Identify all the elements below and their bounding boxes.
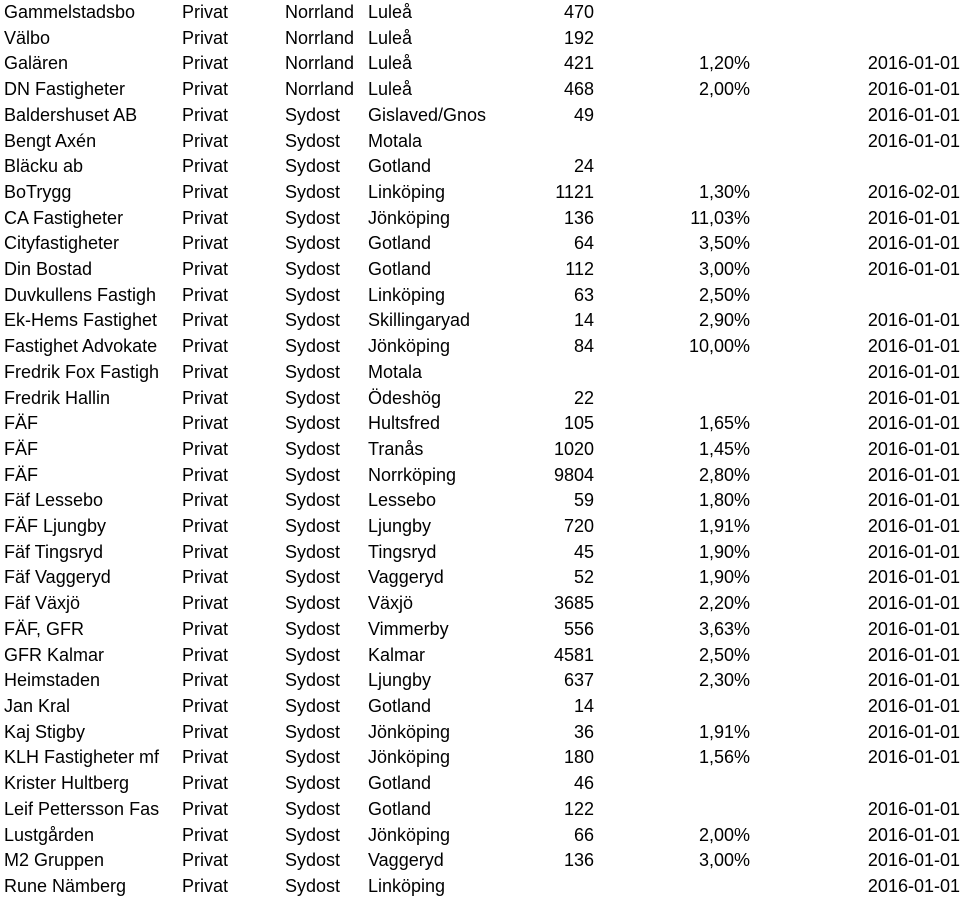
municipality-cell[interactable]: Tingsryd <box>368 541 437 562</box>
municipality-cell[interactable]: Linköping <box>368 181 446 202</box>
units-cell[interactable]: 84 <box>573 336 594 357</box>
table-row <box>0 154 960 180</box>
owner-name-cell[interactable]: Välbo <box>4 27 51 48</box>
percent-cell[interactable] <box>597 694 751 720</box>
percent-cell[interactable]: 2,30% <box>698 670 750 691</box>
table-row <box>0 283 960 309</box>
date-cell[interactable]: 2016-01-01 <box>867 490 960 511</box>
region-cell[interactable]: Norrland <box>285 2 355 22</box>
units-cell[interactable]: 3685 <box>553 593 594 614</box>
table-row <box>0 257 960 283</box>
region-cell[interactable]: Sydost <box>285 310 341 331</box>
percent-cell[interactable]: 1,56% <box>698 747 750 768</box>
owner-type-cell[interactable]: Privat <box>182 53 229 74</box>
table-row <box>0 771 960 797</box>
municipality-cell[interactable]: Vaggeryd <box>368 567 444 588</box>
table-row <box>0 308 960 334</box>
date-cell[interactable]: 2016-01-01 <box>867 130 960 151</box>
owner-name-cell[interactable]: GFR Kalmar <box>4 644 105 665</box>
table-row <box>0 77 960 103</box>
owner-name-cell[interactable]: Baldershuset AB <box>4 104 138 125</box>
region-cell[interactable]: Sydost <box>285 438 341 459</box>
units-cell[interactable]: 14 <box>573 695 594 716</box>
owner-name-cell[interactable]: Fäf Tingsryd <box>4 541 104 562</box>
percent-cell[interactable] <box>597 0 751 26</box>
owner-type-cell[interactable]: Privat <box>182 233 229 254</box>
date-cell[interactable] <box>751 154 960 180</box>
percent-cell[interactable]: 1,90% <box>698 567 750 588</box>
table-row <box>0 129 960 155</box>
table-row <box>0 206 960 232</box>
region-cell[interactable]: Sydost <box>285 618 341 639</box>
region-cell[interactable]: Sydost <box>285 670 341 691</box>
units-cell[interactable]: 24 <box>573 156 594 177</box>
percent-cell[interactable] <box>597 26 751 52</box>
municipality-cell[interactable]: Norrköping <box>368 464 457 485</box>
date-cell[interactable]: 2016-01-01 <box>867 464 960 485</box>
units-cell[interactable]: 46 <box>573 773 594 794</box>
region-cell[interactable]: Sydost <box>285 824 341 845</box>
region-cell[interactable]: Sydost <box>285 336 341 357</box>
date-cell[interactable] <box>751 283 960 309</box>
owner-type-cell[interactable]: Privat <box>182 181 229 202</box>
municipality-cell[interactable]: Luleå <box>368 2 413 22</box>
percent-cell[interactable]: 1,45% <box>698 438 750 459</box>
units-cell[interactable]: 36 <box>573 721 594 742</box>
percent-cell[interactable] <box>597 103 751 129</box>
owner-name-cell[interactable]: Gammelstadsbo <box>4 2 136 22</box>
percent-cell[interactable]: 2,00% <box>698 79 750 100</box>
units-cell[interactable]: 45 <box>573 541 594 562</box>
units-cell[interactable]: 136 <box>563 207 594 228</box>
units-cell[interactable]: 66 <box>573 824 594 845</box>
owner-name-cell[interactable]: M2 Gruppen <box>4 850 105 871</box>
owner-name-cell[interactable]: Krister Hultberg <box>4 773 130 794</box>
region-cell[interactable]: Sydost <box>285 259 341 280</box>
date-cell[interactable]: 2016-01-01 <box>867 438 960 459</box>
percent-cell[interactable]: 3,50% <box>698 233 750 254</box>
table-row <box>0 386 960 412</box>
region-cell[interactable]: Sydost <box>285 850 341 871</box>
municipality-cell[interactable]: Ljungby <box>368 670 432 691</box>
owner-name-cell[interactable]: DN Fastigheter <box>4 79 126 100</box>
owner-name-cell[interactable]: CA Fastigheter <box>4 207 124 228</box>
municipality-cell[interactable]: Hultsfred <box>368 413 441 434</box>
municipality-cell[interactable]: Jönköping <box>368 747 451 768</box>
units-cell[interactable]: 136 <box>563 850 594 871</box>
municipality-cell[interactable]: Jönköping <box>368 336 451 357</box>
owner-name-cell[interactable]: FÄF, GFR <box>4 618 84 639</box>
owner-type-cell[interactable]: Privat <box>182 541 229 562</box>
date-cell[interactable]: 2016-01-01 <box>867 516 960 537</box>
municipality-cell[interactable]: Gotland <box>368 695 432 716</box>
region-cell[interactable]: Sydost <box>285 207 341 228</box>
units-cell[interactable]: 105 <box>563 413 594 434</box>
percent-cell[interactable]: 3,63% <box>698 618 750 639</box>
table-row <box>0 565 960 591</box>
municipality-cell[interactable]: Linköping <box>368 875 446 896</box>
owner-name-cell[interactable]: Cityfastigheter <box>4 233 120 254</box>
date-cell[interactable]: 2016-01-01 <box>867 644 960 665</box>
owner-name-cell[interactable]: Jan Kral <box>4 695 71 716</box>
table-row <box>0 823 960 849</box>
owner-type-cell[interactable]: Privat <box>182 464 229 485</box>
municipality-cell[interactable]: Jönköping <box>368 721 451 742</box>
date-cell[interactable]: 2016-01-01 <box>867 850 960 871</box>
municipality-cell[interactable]: Motala <box>368 361 423 382</box>
municipality-cell[interactable]: Luleå <box>368 53 413 74</box>
percent-cell[interactable] <box>597 154 751 180</box>
units-cell[interactable]: 49 <box>573 104 594 125</box>
region-cell[interactable]: Sydost <box>285 361 341 382</box>
units-cell[interactable]: 122 <box>563 798 594 819</box>
table-row <box>0 514 960 540</box>
units-cell[interactable]: 112 <box>565 259 594 280</box>
units-cell[interactable]: 1121 <box>555 181 594 202</box>
region-cell[interactable]: Sydost <box>285 644 341 665</box>
owner-type-cell[interactable]: Privat <box>182 490 229 511</box>
date-cell[interactable]: 2016-01-01 <box>867 233 960 254</box>
owner-name-cell[interactable]: Fastighet Advokate <box>4 336 158 357</box>
owner-type-cell[interactable]: Privat <box>182 413 229 434</box>
region-cell[interactable]: Sydost <box>285 875 341 896</box>
owner-name-cell[interactable]: Bläcku ab <box>4 156 84 177</box>
units-cell[interactable]: 9804 <box>553 464 594 485</box>
owner-type-cell[interactable]: Privat <box>182 27 229 48</box>
owner-name-cell[interactable]: Fredrik Fox Fastigh <box>4 361 160 382</box>
municipality-cell[interactable]: Luleå <box>368 79 413 100</box>
owner-type-cell[interactable]: Privat <box>182 824 229 845</box>
percent-cell[interactable]: 1,90% <box>698 541 750 562</box>
date-cell[interactable]: 2016-01-01 <box>867 387 960 408</box>
region-cell[interactable]: Sydost <box>285 773 341 794</box>
percent-cell[interactable]: 11,03% <box>690 207 750 228</box>
owner-name-cell[interactable]: Kaj Stigby <box>4 721 86 742</box>
owner-name-cell[interactable]: FÄF Ljungby <box>4 516 107 537</box>
percent-cell[interactable]: 3,00% <box>698 259 750 280</box>
region-cell[interactable]: Sydost <box>285 567 341 588</box>
table-row <box>0 26 960 52</box>
percent-cell[interactable]: 1,30% <box>698 181 750 202</box>
owner-name-cell[interactable]: Galären <box>4 53 69 74</box>
date-cell[interactable]: 2016-01-01 <box>867 567 960 588</box>
owner-type-cell[interactable]: Privat <box>182 284 229 305</box>
table-row <box>0 720 960 746</box>
owner-type-cell[interactable]: Privat <box>182 156 229 177</box>
region-cell[interactable]: Sydost <box>285 284 341 305</box>
owner-type-cell[interactable]: Privat <box>182 336 229 357</box>
municipality-cell[interactable]: Gotland <box>368 259 432 280</box>
owner-name-cell[interactable]: FÄF <box>4 438 38 459</box>
units-cell[interactable]: 470 <box>563 2 594 22</box>
region-cell[interactable]: Sydost <box>285 413 341 434</box>
percent-cell[interactable]: 10,00% <box>688 336 750 357</box>
table-row <box>0 360 960 386</box>
date-cell[interactable]: 2016-01-01 <box>867 824 960 845</box>
owner-type-cell[interactable]: Privat <box>182 695 229 716</box>
units-cell[interactable]: 637 <box>563 670 594 691</box>
percent-cell[interactable] <box>597 386 751 412</box>
owner-type-cell[interactable]: Privat <box>182 79 229 100</box>
date-cell[interactable]: 2016-01-01 <box>867 79 960 100</box>
percent-cell[interactable] <box>597 874 751 900</box>
table-row <box>0 437 960 463</box>
units-cell[interactable]: 14 <box>573 310 594 331</box>
owner-type-cell[interactable]: Privat <box>182 670 229 691</box>
units-cell[interactable]: 4581 <box>553 644 594 665</box>
units-cell[interactable]: 468 <box>563 79 594 100</box>
municipality-cell[interactable]: Vimmerby <box>368 618 449 639</box>
owner-name-cell[interactable]: Bengt Axén <box>4 130 97 151</box>
table-row <box>0 488 960 514</box>
units-cell[interactable] <box>499 874 597 900</box>
region-cell[interactable]: Sydost <box>285 747 341 768</box>
date-cell[interactable]: 2016-01-01 <box>867 259 960 280</box>
table-row <box>0 797 960 823</box>
owner-type-cell[interactable]: Privat <box>182 850 229 871</box>
owner-type-cell[interactable]: Privat <box>182 721 229 742</box>
owner-type-cell[interactable]: Privat <box>182 875 229 896</box>
owner-name-cell[interactable]: Fäf Växjö <box>4 593 81 614</box>
date-cell[interactable]: 2016-01-01 <box>867 747 960 768</box>
region-cell[interactable]: Sydost <box>285 516 341 537</box>
date-cell[interactable]: 2016-01-01 <box>867 104 960 125</box>
table-row <box>0 0 960 26</box>
owner-name-cell[interactable]: Fredrik Hallin <box>4 387 111 408</box>
municipality-cell[interactable]: Gotland <box>368 233 432 254</box>
owner-name-cell[interactable]: Lustgården <box>4 824 95 845</box>
date-cell[interactable] <box>751 771 960 797</box>
units-cell[interactable]: 180 <box>563 747 594 768</box>
percent-cell[interactable]: 2,90% <box>698 310 750 331</box>
date-cell[interactable]: 2016-01-01 <box>867 670 960 691</box>
percent-cell[interactable]: 1,80% <box>698 490 750 511</box>
percent-cell[interactable]: 2,20% <box>698 593 750 614</box>
owner-type-cell[interactable]: Privat <box>182 2 229 22</box>
table-row <box>0 874 960 900</box>
owner-name-cell[interactable]: Duvkullens Fastigh <box>4 284 157 305</box>
region-cell[interactable]: Sydost <box>285 721 341 742</box>
date-cell[interactable]: 2016-02-01 <box>867 181 960 202</box>
region-cell[interactable]: Norrland <box>285 53 355 74</box>
municipality-cell[interactable]: Tranås <box>368 438 424 459</box>
owner-name-cell[interactable]: Rune Nämberg <box>4 875 127 896</box>
date-cell[interactable]: 2016-01-01 <box>867 721 960 742</box>
date-cell[interactable]: 2016-01-01 <box>867 310 960 331</box>
units-cell[interactable]: 192 <box>563 27 594 48</box>
owner-type-cell[interactable]: Privat <box>182 438 229 459</box>
table-row <box>0 643 960 669</box>
region-cell[interactable]: Sydost <box>285 695 341 716</box>
percent-cell[interactable]: 3,00% <box>698 850 750 871</box>
owner-type-cell[interactable]: Privat <box>182 310 229 331</box>
municipality-cell[interactable]: Kalmar <box>368 644 426 665</box>
table-row <box>0 745 960 771</box>
municipality-cell[interactable]: Gislaved/Gnos <box>368 104 487 125</box>
date-cell[interactable]: 2016-01-01 <box>867 336 960 357</box>
owner-name-cell[interactable]: FÄF <box>4 413 38 434</box>
owner-name-cell[interactable]: Fäf Lessebo <box>4 490 104 511</box>
percent-cell[interactable]: 1,20% <box>698 53 750 74</box>
units-cell[interactable] <box>499 129 597 155</box>
table-row <box>0 51 960 77</box>
owner-type-cell[interactable]: Privat <box>182 130 229 151</box>
date-cell[interactable]: 2016-01-01 <box>867 53 960 74</box>
percent-cell[interactable] <box>597 360 751 386</box>
owner-type-cell[interactable]: Privat <box>182 361 229 382</box>
municipality-cell[interactable]: Luleå <box>368 27 413 48</box>
percent-cell[interactable]: 2,00% <box>698 824 750 845</box>
municipality-cell[interactable]: Jönköping <box>368 824 451 845</box>
owner-name-cell[interactable]: Din Bostad <box>4 259 93 280</box>
percent-cell[interactable]: 2,80% <box>698 464 750 485</box>
municipality-cell[interactable]: Motala <box>368 130 423 151</box>
owner-type-cell[interactable]: Privat <box>182 259 229 280</box>
units-cell[interactable]: 556 <box>563 618 594 639</box>
table-row <box>0 103 960 129</box>
region-cell[interactable]: Sydost <box>285 156 341 177</box>
region-cell[interactable]: Sydost <box>285 130 341 151</box>
table-row <box>0 694 960 720</box>
date-cell[interactable]: 2016-01-01 <box>867 361 960 382</box>
percent-cell[interactable]: 1,91% <box>698 516 750 537</box>
date-cell[interactable]: 2016-01-01 <box>867 798 960 819</box>
date-cell[interactable]: 2016-01-01 <box>867 207 960 228</box>
owner-type-cell[interactable]: Privat <box>182 644 229 665</box>
table-row <box>0 540 960 566</box>
owner-name-cell[interactable]: KLH Fastigheter mf <box>4 747 160 768</box>
date-cell[interactable]: 2016-01-01 <box>867 541 960 562</box>
municipality-cell[interactable]: Vaggeryd <box>368 850 444 871</box>
region-cell[interactable]: Sydost <box>285 464 341 485</box>
municipality-cell[interactable]: Gotland <box>368 798 432 819</box>
region-cell[interactable]: Sydost <box>285 181 341 202</box>
date-cell[interactable]: 2016-01-01 <box>867 618 960 639</box>
units-cell[interactable]: 720 <box>563 516 594 537</box>
percent-cell[interactable] <box>597 797 751 823</box>
region-cell[interactable]: Norrland <box>285 27 355 48</box>
percent-cell[interactable]: 2,50% <box>698 644 750 665</box>
owner-type-cell[interactable]: Privat <box>182 747 229 768</box>
percent-cell[interactable] <box>597 129 751 155</box>
units-cell[interactable]: 64 <box>573 233 594 254</box>
table-row <box>0 591 960 617</box>
owner-type-cell[interactable]: Privat <box>182 516 229 537</box>
table-row <box>0 463 960 489</box>
region-cell[interactable]: Sydost <box>285 541 341 562</box>
owner-name-cell[interactable]: FÄF <box>4 464 38 485</box>
municipality-cell[interactable]: Linköping <box>368 284 446 305</box>
units-cell[interactable]: 421 <box>563 53 594 74</box>
table-row <box>0 668 960 694</box>
units-cell[interactable]: 63 <box>573 284 594 305</box>
percent-cell[interactable]: 1,91% <box>698 721 750 742</box>
owner-name-cell[interactable]: BoTrygg <box>4 181 72 202</box>
table-row <box>0 180 960 206</box>
table-row <box>0 617 960 643</box>
percent-cell[interactable]: 1,65% <box>698 413 750 434</box>
owner-type-cell[interactable]: Privat <box>182 773 229 794</box>
date-cell[interactable]: 2016-01-01 <box>867 695 960 716</box>
owner-name-cell[interactable]: Leif Pettersson Fas <box>4 798 160 819</box>
region-cell[interactable]: Sydost <box>285 104 341 125</box>
table-row <box>0 334 960 360</box>
municipality-cell[interactable]: Växjö <box>368 593 414 614</box>
region-cell[interactable]: Norrland <box>285 79 355 100</box>
region-cell[interactable]: Sydost <box>285 387 341 408</box>
percent-cell[interactable]: 2,50% <box>698 284 750 305</box>
municipality-cell[interactable]: Gotland <box>368 773 432 794</box>
units-cell[interactable] <box>499 360 597 386</box>
municipality-cell[interactable]: Skillingaryad <box>368 310 471 331</box>
date-cell[interactable] <box>751 0 960 26</box>
owner-type-cell[interactable]: Privat <box>182 798 229 819</box>
municipality-cell[interactable]: Jönköping <box>368 207 451 228</box>
region-cell[interactable]: Sydost <box>285 490 341 511</box>
units-cell[interactable]: 22 <box>573 387 594 408</box>
table-row <box>0 411 960 437</box>
region-cell[interactable]: Sydost <box>285 798 341 819</box>
date-cell[interactable]: 2016-01-01 <box>867 593 960 614</box>
municipality-cell[interactable]: Ödeshög <box>368 387 442 408</box>
units-cell[interactable]: 1020 <box>553 438 594 459</box>
owner-type-cell[interactable]: Privat <box>182 567 229 588</box>
owner-type-cell[interactable]: Privat <box>182 618 229 639</box>
owner-name-cell[interactable]: Ek-Hems Fastighet <box>4 310 158 331</box>
units-cell[interactable]: 52 <box>573 567 594 588</box>
owner-type-cell[interactable]: Privat <box>182 593 229 614</box>
owner-type-cell[interactable]: Privat <box>182 207 229 228</box>
owner-type-cell[interactable]: Privat <box>182 387 229 408</box>
region-cell[interactable]: Sydost <box>285 233 341 254</box>
date-cell[interactable] <box>751 26 960 52</box>
municipality-cell[interactable]: Ljungby <box>368 516 432 537</box>
percent-cell[interactable] <box>597 771 751 797</box>
date-cell[interactable]: 2016-01-01 <box>867 413 960 434</box>
table-row <box>0 231 960 257</box>
owner-type-cell[interactable]: Privat <box>182 104 229 125</box>
municipality-cell[interactable]: Gotland <box>368 156 432 177</box>
table-row <box>0 848 960 874</box>
owner-name-cell[interactable]: Heimstaden <box>4 670 101 691</box>
units-cell[interactable]: 59 <box>573 490 594 511</box>
date-cell[interactable]: 2016-01-01 <box>867 875 960 896</box>
owner-name-cell[interactable]: Fäf Vaggeryd <box>4 567 111 588</box>
municipality-cell[interactable]: Lessebo <box>368 490 437 511</box>
region-cell[interactable]: Sydost <box>285 593 341 614</box>
